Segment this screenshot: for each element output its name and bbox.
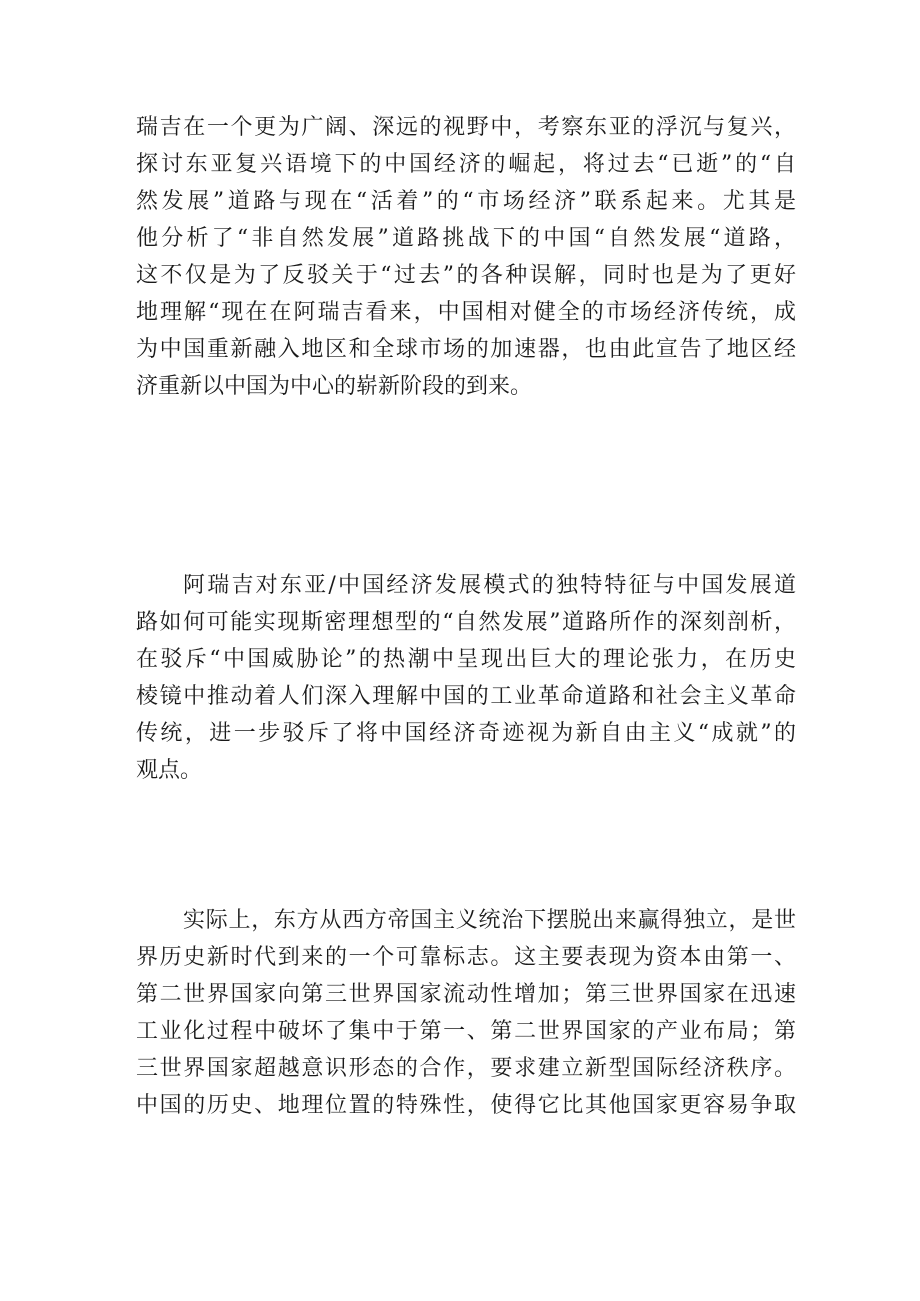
text-line: 棱镜中推动着人们深入理解中国的工业革命道路和社会主义革命: [136, 684, 796, 709]
text-line: 观点。: [136, 758, 203, 783]
paragraph-3: [136, 902, 796, 1124]
text-line: 传统，进一步驳斥了将中国经济奇迹视为新自由主义“成就”的: [136, 721, 796, 746]
text-line: 阿瑞吉对东亚/中国经济发展模式的独特特征与中国发展道: [183, 573, 796, 598]
text-line: 界历史新时代到来的一个可靠标志。这主要表现为资本由第一、: [136, 945, 796, 970]
text-line: 三世界国家超越意识形态的合作，要求建立新型国际经济秩序。: [136, 1056, 796, 1081]
text-line: 瑞吉在一个更为广阔、深远的视野中，考察东亚的浮沉与复兴，: [136, 115, 796, 140]
text-line: 探讨东亚复兴语境下的中国经济的崛起，将过去“已逝”的“自: [136, 152, 796, 177]
text-line: 实际上，东方从西方帝国主义统治下摆脱出来赢得独立，是世: [183, 908, 796, 933]
text-line: 为中国重新融入地区和全球市场的加速器，也由此宣告了地区经: [136, 337, 796, 362]
text-line: 中国的历史、地理位置的特殊性，使得它比其他国家更容易争取: [136, 1093, 796, 1118]
text-line: 在驳斥“中国威胁论”的热潮中呈现出巨大的理论张力，在历史: [136, 647, 796, 672]
text-line: 他分析了“非自然发展”道路挑战下的中国“自然发展“道路，: [136, 226, 796, 251]
text-line: 然发展”道路与现在“活着”的“市场经济”联系起来。尤其是: [136, 189, 796, 214]
text-line: 路如何可能实现斯密理想型的“自然发展”道路所作的深刻剖析，: [136, 610, 796, 635]
paragraph-1: [136, 109, 796, 405]
text-line: 第二世界国家向第三世界国家流动性增加；第三世界国家在迅速: [136, 982, 796, 1007]
paragraph-2: [136, 567, 796, 789]
text-line: 这不仅是为了反驳关于“过去”的各种误解，同时也是为了更好: [136, 263, 796, 288]
text-line: 地理解“现在在阿瑞吉看来，中国相对健全的市场经济传统，成: [136, 300, 796, 325]
text-line: 济重新以中国为中心的崭新阶段的到来。: [136, 374, 533, 399]
text-line: 工业化过程中破坏了集中于第一、第二世界国家的产业布局；第: [136, 1019, 796, 1044]
